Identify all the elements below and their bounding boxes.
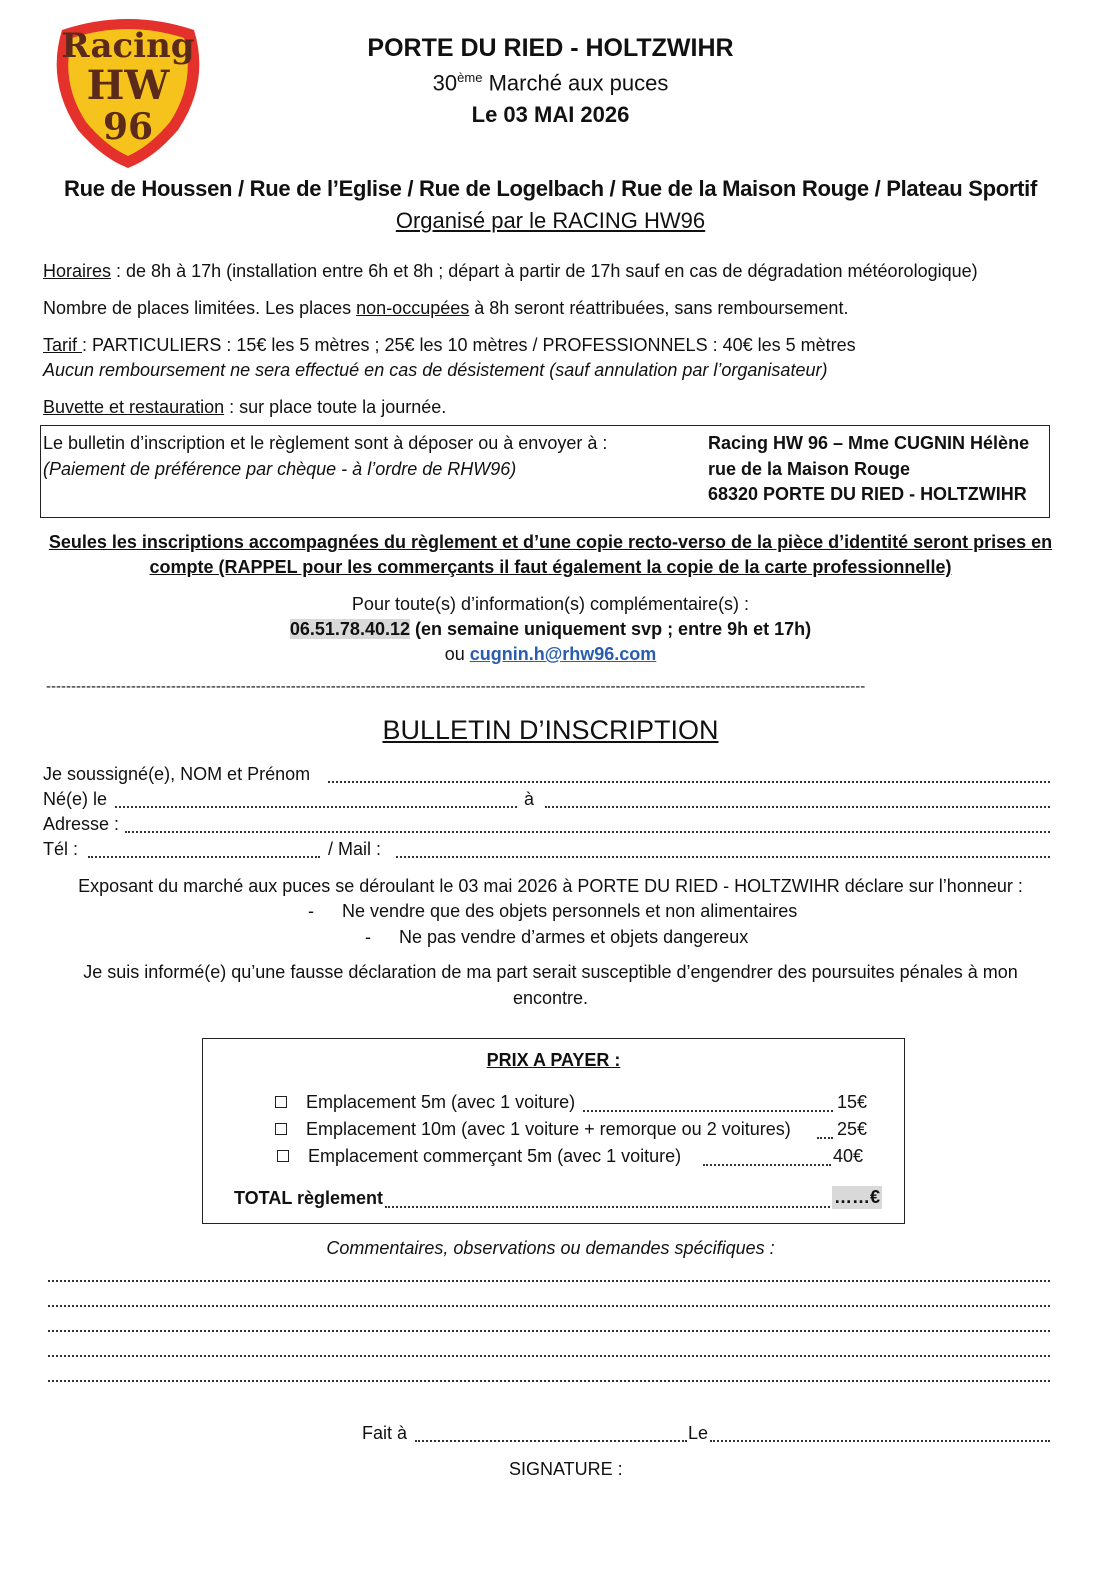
price-option-2-checkbox[interactable]: [275, 1123, 287, 1135]
contact-email-link[interactable]: cugnin.h@rhw96.com: [469, 644, 657, 664]
comments-line-2[interactable]: [48, 1305, 1050, 1307]
bulletin-title: BULLETIN D’INSCRIPTION: [382, 715, 719, 745]
comments-line-3[interactable]: [48, 1330, 1050, 1332]
event-date: Le 03 MAI 2026: [471, 102, 630, 127]
tel-field[interactable]: [88, 856, 320, 858]
address-street: rue de la Maison Rouge: [708, 459, 911, 479]
contact-intro: Pour toute(s) d’information(s) complémentaire(s) :: [351, 594, 750, 614]
mail-field[interactable]: [396, 856, 1050, 858]
contact-phone-line: [0, 619, 1101, 640]
edition-number: 30: [432, 70, 458, 96]
price-option-1-leader: [583, 1110, 833, 1112]
buvette-label: Buvette et restauration: [43, 397, 225, 417]
comments-line-4[interactable]: [48, 1355, 1050, 1357]
price-option-3-price: 40€: [833, 1146, 864, 1166]
birth-date-field[interactable]: [115, 806, 517, 808]
signature-label: SIGNATURE :: [509, 1459, 623, 1479]
address-box-instruction: Le bulletin d’inscription et le règlement sont à déposer ou à envoyer à :: [43, 433, 608, 453]
declaration-item-2: Ne pas vendre d’armes et objets dangereux: [399, 927, 749, 947]
tel-label: Tél :: [43, 839, 79, 859]
contact-email-line: [0, 644, 1101, 665]
buvette-line: [43, 397, 446, 418]
tarif-line: [43, 335, 856, 356]
le-label: Le: [688, 1423, 709, 1443]
mail-label: / Mail :: [328, 839, 382, 859]
logo-text-racing: Racing: [61, 26, 195, 66]
fait-a-field[interactable]: [415, 1440, 687, 1442]
price-option-2-label: Emplacement 10m (avec 1 voiture + remorque ou 2 voitures): [306, 1119, 791, 1139]
declaration-bullet-2: -: [365, 927, 371, 947]
contact-or: ou: [444, 644, 470, 664]
address-box-payment-note: (Paiement de préférence par chèque - à l’ordre de RHW96): [43, 459, 517, 479]
comments-line-5[interactable]: [48, 1380, 1050, 1382]
total-label: TOTAL règlement: [234, 1188, 384, 1208]
tarif-note: Aucun remboursement ne sera effectué en cas de désistement (sauf annulation par l’organisateur): [43, 360, 828, 380]
price-option-3-label: Emplacement commerçant 5m (avec 1 voiture): [308, 1146, 682, 1166]
price-option-1-price: 15€: [837, 1092, 868, 1112]
price-option-2-price: 25€: [837, 1119, 868, 1139]
edition-superscript: ème: [457, 70, 483, 85]
places-text-pre: Nombre de places limitées. Les places: [43, 298, 357, 318]
tarif-text: : PARTICULIERS : 15€ les 5 mètres ; 25€ les 10 mètres / PROFESSIONNELS : 40€ les 5 mètres: [82, 335, 856, 355]
total-amount-field[interactable]: ……€: [834, 1187, 881, 1207]
page-title: PORTE DU RIED - HOLTZWIHR: [367, 34, 734, 62]
logo-text-96: 96: [102, 106, 154, 148]
places-text-underlined: non-occupées: [356, 298, 470, 318]
declaration-item-1: Ne vendre que des objets personnels et non alimentaires: [342, 901, 798, 921]
name-label: Je soussigné(e), NOM et Prénom: [43, 764, 311, 784]
price-option-3-leader: [703, 1164, 831, 1166]
address-recipient: Racing HW 96 – Mme CUGNIN Hélène: [708, 433, 1030, 453]
born-label: Né(e) le: [43, 789, 108, 809]
price-option-1-label: Emplacement 5m (avec 1 voiture): [306, 1092, 576, 1112]
birth-place-field[interactable]: [545, 806, 1050, 808]
buvette-text: : sur place toute la journée.: [224, 397, 447, 417]
comments-title: Commentaires, observations ou demandes spécifiques :: [326, 1238, 775, 1258]
address-label: Adresse :: [43, 814, 120, 834]
fait-a-label: Fait à: [362, 1423, 408, 1443]
streets-line: Rue de Houssen / Rue de l’Eglise / Rue de Logelbach / Rue de la Maison Rouge / Plateau Sportif: [64, 176, 1037, 201]
notice-line-2: compte (RAPPEL pour les commerçants il faut également la copie de la carte professionnelle): [149, 557, 952, 577]
edition-line: [0, 70, 1101, 96]
comments-line-1[interactable]: [48, 1280, 1050, 1282]
horaires-label: Horaires: [43, 261, 112, 281]
address-box: [40, 425, 1050, 518]
price-option-2-leader: [817, 1137, 833, 1139]
places-text-post: à 8h seront réattribuées, sans remboursement.: [469, 298, 849, 318]
born-at-label: à: [524, 789, 535, 809]
address-city: 68320 PORTE DU RIED - HOLTZWIHR: [708, 484, 1027, 504]
organizer-line: Organisé par le RACING HW96: [395, 208, 706, 233]
contact-phone-note: (en semaine uniquement svp ; entre 9h et 17h): [410, 619, 812, 639]
informed-line-1: Je suis informé(e) qu’une fausse déclaration de ma part serait susceptible d’engendrer des poursuites pénales à mon: [83, 962, 1018, 982]
le-date-field[interactable]: [710, 1440, 1050, 1442]
address-field[interactable]: [125, 831, 1050, 833]
notice-line-1: Seules les inscriptions accompagnées du règlement et d’une copie recto-verso de la pièce d’identité seront prises en: [48, 532, 1053, 552]
cut-separator: --------------------------------------------------------------------------------------------------------------------------------------------------------------------: [46, 678, 866, 695]
declaration-text: Exposant du marché aux puces se déroulant le 03 mai 2026 à PORTE DU RIED - HOLTZWIHR déclare sur l’honneur :: [78, 876, 1023, 896]
price-box: [202, 1038, 905, 1224]
edition-text: Marché aux puces: [482, 70, 669, 96]
informed-line-2: encontre.: [512, 988, 589, 1008]
contact-phone[interactable]: 06.51.78.40.12: [289, 619, 410, 639]
total-leader: [385, 1206, 830, 1208]
price-option-3-checkbox[interactable]: [277, 1150, 289, 1162]
price-option-1-checkbox[interactable]: [275, 1096, 287, 1108]
tarif-label: Tarif: [43, 335, 83, 355]
places-line: [43, 298, 848, 319]
name-field[interactable]: [328, 781, 1050, 783]
horaires-line: [43, 261, 978, 282]
logo-text-hw: HW: [86, 62, 170, 109]
declaration-bullet-1: -: [308, 901, 314, 921]
price-box-title: PRIX A PAYER :: [486, 1050, 621, 1070]
horaires-text: : de 8h à 17h (installation entre 6h et 8h ; départ à partir de 17h sauf en cas de dégradation météorologique): [111, 261, 978, 281]
